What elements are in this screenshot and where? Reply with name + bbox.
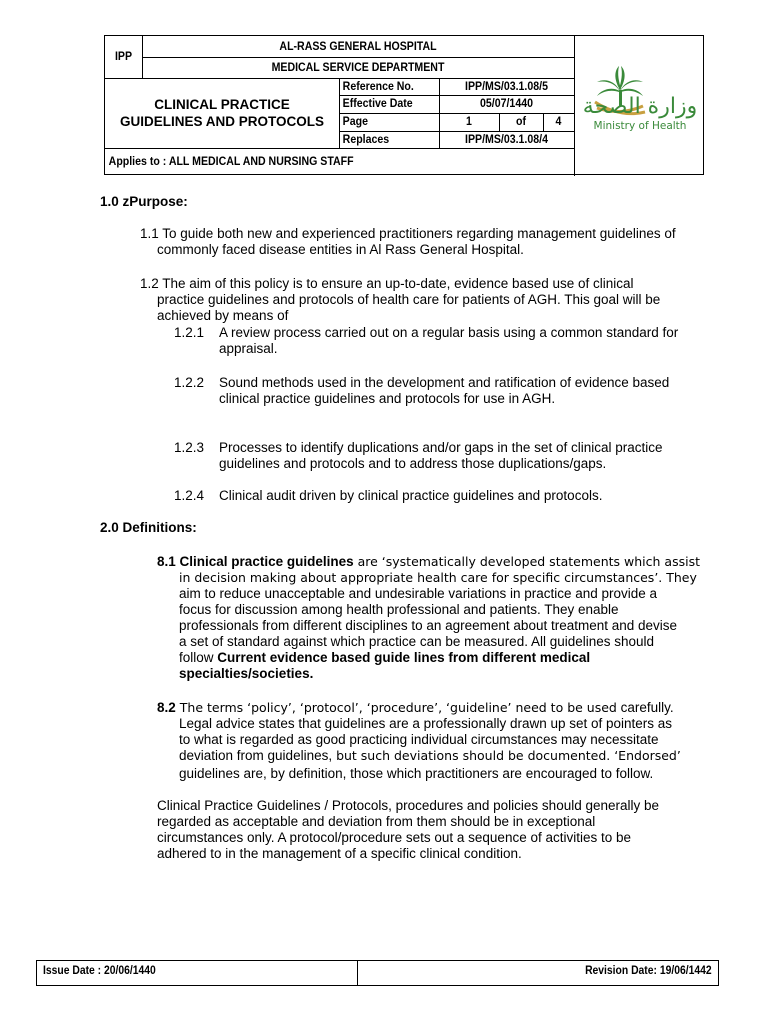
- item-number: 1.2.3: [174, 440, 205, 455]
- definition-8-1-line2: in decision making about appropriate health care for specific circumstances’. They: [179, 570, 697, 585]
- logo-arabic-text: وزارة الصحة: [582, 94, 698, 119]
- definition-8-1-line4: focus for discussion among health professional and patients. They enable: [179, 602, 619, 617]
- page-number: 1: [466, 116, 472, 128]
- replaces-label: Replaces: [342, 133, 390, 146]
- item-number: 1.2.2: [174, 375, 205, 390]
- item-text-line1: A review process carried out on a regular basis using a common standard for: [219, 325, 679, 340]
- hospital-name: AL-RASS GENERAL HOSPITAL: [279, 40, 437, 53]
- purpose-1-2-line1: 1.2 The aim of this policy is to ensure an up-to-date, evidence based use of clinical: [140, 276, 634, 291]
- closing-paragraph-line4: adhered to in the management of a specific clinical condition.: [157, 846, 522, 861]
- definition-number: 8.2: [157, 700, 176, 715]
- closing-paragraph-line1: Clinical Practice Guidelines / Protocols, procedures and policies should generally be: [157, 798, 660, 813]
- definition-8-2-line5: guidelines are, by definition, those which practitioners are encouraged to follow.: [179, 766, 654, 781]
- definition-8-1-line5: professionals from different disciplines to an agreement about treatment and devise: [179, 618, 678, 633]
- definition-8-2-line3: to what is regarded as good practicing individual circumstances may necessitate: [179, 732, 659, 747]
- definition-text: follow: [179, 650, 218, 665]
- reference-label: Reference No.: [342, 80, 414, 93]
- department-name: MEDICAL SERVICE DEPARTMENT: [271, 61, 445, 74]
- definition-text: are ‘systematically developed statements which assist: [353, 554, 700, 569]
- definition-8-1-line7: [179, 650, 590, 666]
- definition-8-1-line8: specialties/societies.: [179, 666, 314, 681]
- replaces-value: IPP/MS/03.1.08/4: [465, 133, 548, 146]
- definition-8-2-line4: [179, 748, 681, 764]
- purpose-1-2-line2: practice guidelines and protocols of health care for patients of AGH. This goal will be: [157, 292, 661, 307]
- purpose-1-2-line3: achieved by means of: [157, 308, 289, 323]
- document-title-line1: CLINICAL PRACTICE: [154, 97, 290, 112]
- definition-text: carefully.: [616, 700, 674, 715]
- document-title: [105, 78, 339, 148]
- definition-bold-text: Current evidence based guide lines from different medical: [217, 650, 591, 665]
- definition-8-2-line1: [157, 700, 674, 716]
- logo-english-text: Ministry of Health: [593, 120, 687, 132]
- closing-paragraph-line2: regarded as acceptable and deviation from them should be in exceptional: [157, 814, 596, 829]
- revision-date: Revision Date: 19/06/1442: [585, 965, 712, 977]
- item-text-line2: appraisal.: [219, 341, 278, 356]
- applies-to: Applies to : ALL MEDICAL AND NURSING STAFF: [108, 156, 354, 168]
- definition-text: The terms ‘policy’, ‘protocol’, ‘procedure’, ‘guideline’ need to be used: [175, 700, 617, 715]
- definition-text: deviation from guidelines,: [179, 748, 333, 763]
- definition-8-1-line6: a set of standard against which practice can be measured. All guidelines should: [179, 634, 655, 649]
- closing-paragraph-line3: circumstances only. A protocol/procedure sets out a sequence of activities to be: [157, 830, 632, 845]
- effective-date-label: Effective Date: [342, 98, 413, 110]
- ministry-of-health-logo: [575, 36, 705, 176]
- page-label: Page: [342, 116, 368, 128]
- item-text-line2: guidelines and protocols and to address those duplications/gaps.: [219, 456, 607, 471]
- footer-divider: [357, 961, 358, 985]
- definition-8-1-line3: aim to reduce unacceptable and undesirable variations in practice and provide a: [179, 586, 658, 601]
- item-number: 1.2.4: [174, 488, 205, 503]
- item-text-line1: Processes to identify duplications and/or gaps in the set of clinical practice: [219, 440, 663, 455]
- item-number: 1.2.1: [174, 325, 205, 340]
- definition-number: 8.1: [157, 554, 176, 569]
- document-footer: [36, 960, 719, 986]
- document-title-line2: GUIDELINES AND PROTOCOLS: [119, 114, 325, 129]
- document-header-table: [104, 35, 704, 175]
- section-heading-definitions: 2.0 Definitions:: [100, 520, 197, 535]
- page-total: 4: [555, 116, 562, 128]
- effective-date-value: 05/07/1440: [480, 98, 533, 110]
- item-text-line1: Clinical audit driven by clinical practice guidelines and protocols.: [219, 488, 603, 503]
- item-text-line2: clinical practice guidelines and protocols for use in AGH.: [219, 391, 556, 406]
- page-of: of: [515, 116, 526, 128]
- ipp-label: IPP: [114, 51, 133, 63]
- definition-term: Clinical practice guidelines: [179, 554, 354, 569]
- reference-value: IPP/MS/03.1.08/5: [465, 80, 548, 93]
- issue-date: Issue Date : 20/06/1440: [43, 965, 156, 977]
- item-text-line1: Sound methods used in the development and ratification of evidence based: [219, 375, 670, 390]
- definition-8-1-line1: [157, 554, 700, 570]
- purpose-1-1-line2: commonly faced disease entities in Al Rass General Hospital.: [157, 242, 524, 257]
- section-heading-purpose: 1.0 zPurpose:: [100, 194, 188, 209]
- definition-text: but such deviations should be documented. ‘Endorsed’: [332, 748, 681, 763]
- definition-8-2-line2: Legal advice states that guidelines are a professionally drawn up set of pointers as: [179, 716, 673, 731]
- purpose-1-1-line1: 1.1 To guide both new and experienced practitioners regarding management guidelines of: [140, 226, 676, 241]
